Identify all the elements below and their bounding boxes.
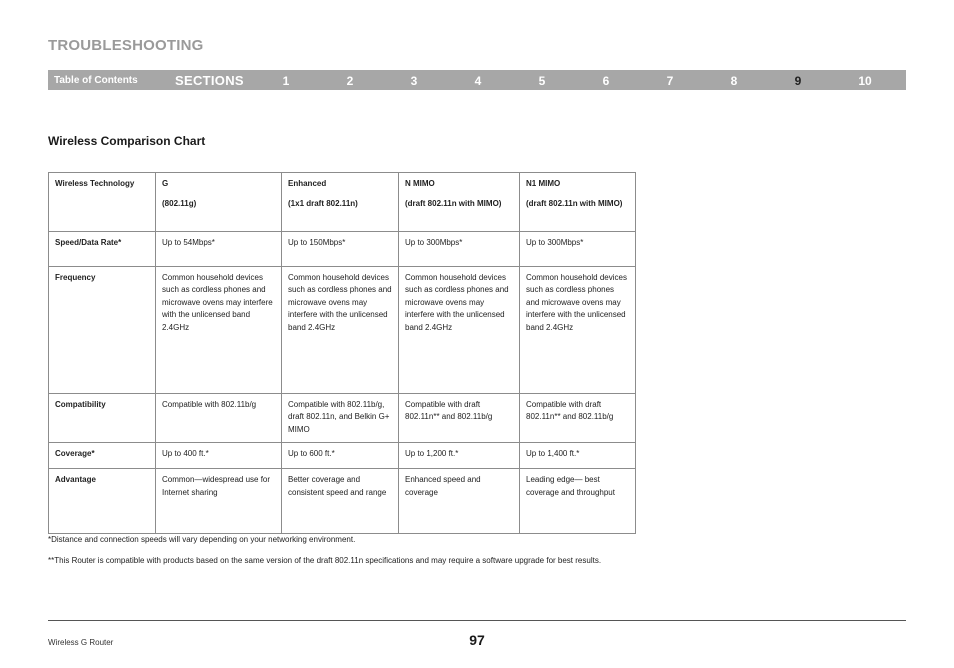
- table-cell: Up to 400 ft.*: [156, 443, 282, 469]
- table-cell: Common household devices such as cordless phones and microwave ovens may interfere with the unlicensed band 2.4GHz: [520, 267, 636, 394]
- table-cell: Compatible with draft 802.11n** and 802.11b/g: [520, 394, 636, 443]
- table-header-row: [49, 173, 636, 232]
- table-cell: Up to 300Mbps*: [520, 232, 636, 267]
- page-number: 97: [469, 632, 485, 648]
- table-of-contents-link[interactable]: Table of Contents: [54, 75, 138, 86]
- table-row: [49, 469, 636, 534]
- page-title: TROUBLESHOOTING: [48, 37, 204, 54]
- table-cell: Leading edge— best coverage and throughput: [520, 469, 636, 534]
- section-link-2[interactable]: 2: [346, 74, 354, 88]
- section-nav-bar: [48, 70, 906, 90]
- table-cell: Up to 150Mbps*: [282, 232, 399, 267]
- column-header-cell: [520, 173, 636, 232]
- section-link-10[interactable]: 10: [858, 74, 872, 88]
- row-label: Compatibility: [49, 394, 156, 443]
- table-cell: Compatible with draft 802.11n** and 802.11b/g: [399, 394, 520, 443]
- section-link-1[interactable]: 1: [282, 74, 290, 88]
- column-name: G: [162, 179, 169, 188]
- section-link-4[interactable]: 4: [474, 74, 482, 88]
- section-link-9[interactable]: 9: [794, 74, 802, 88]
- footer-product-name: Wireless G Router: [48, 638, 114, 647]
- footer-divider: [48, 620, 906, 621]
- section-link-3[interactable]: 3: [410, 74, 418, 88]
- table-row: [49, 267, 636, 394]
- row-label: Frequency: [49, 267, 156, 394]
- table-row: [49, 394, 636, 443]
- column-standard: (draft 802.11n with MIMO): [526, 199, 623, 209]
- table-row: [49, 443, 636, 469]
- section-link-7[interactable]: 7: [666, 74, 674, 88]
- table-cell: Up to 1,400 ft.*: [520, 443, 636, 469]
- row-header-cell: Wireless Technology: [49, 173, 156, 232]
- column-header-cell: [156, 173, 282, 232]
- section-link-8[interactable]: 8: [730, 74, 738, 88]
- column-header-cell: [399, 173, 520, 232]
- row-label: Advantage: [49, 469, 156, 534]
- row-label: Speed/Data Rate*: [49, 232, 156, 267]
- table-row: [49, 232, 636, 267]
- row-label: Coverage*: [49, 443, 156, 469]
- table-cell: Up to 54Mbps*: [156, 232, 282, 267]
- sections-label: SECTIONS: [175, 73, 244, 88]
- footnote-distance: *Distance and connection speeds will vary depending on your networking environment.: [48, 535, 356, 544]
- table-cell: Better coverage and consistent speed and range: [282, 469, 399, 534]
- column-standard: (802.11g): [162, 199, 197, 209]
- column-name: Enhanced: [288, 179, 327, 188]
- column-standard: (1x1 draft 802.11n): [288, 199, 358, 209]
- wireless-comparison-table: [48, 172, 636, 534]
- table-cell: Up to 300Mbps*: [399, 232, 520, 267]
- table-cell: Common household devices such as cordless phones and microwave ovens may interfere with the unlicensed band 2.4GHz: [399, 267, 520, 394]
- table-cell: Common—widespread use for Internet sharing: [156, 469, 282, 534]
- table-cell: Common household devices such as cordless phones and microwave ovens may interfere with the unlicensed band 2.4GHz: [282, 267, 399, 394]
- column-header-cell: [282, 173, 399, 232]
- table-cell: Up to 1,200 ft.*: [399, 443, 520, 469]
- table-cell: Enhanced speed and coverage: [399, 469, 520, 534]
- table-cell: Compatible with 802.11b/g: [156, 394, 282, 443]
- table-cell: Compatible with 802.11b/g, draft 802.11n, and Belkin G+ MIMO: [282, 394, 399, 443]
- table-cell: Common household devices such as cordless phones and microwave ovens may interfere with the unlicensed band 2.4GHz: [156, 267, 282, 394]
- section-link-6[interactable]: 6: [602, 74, 610, 88]
- column-name: N1 MIMO: [526, 179, 561, 188]
- section-link-5[interactable]: 5: [538, 74, 546, 88]
- footnote-compatibility: **This Router is compatible with products based on the same version of the draft 802.11n specifications and may require a software upgrade for best results.: [48, 556, 602, 565]
- section-heading: Wireless Comparison Chart: [48, 134, 206, 148]
- table-cell: Up to 600 ft.*: [282, 443, 399, 469]
- column-standard: (draft 802.11n with MIMO): [405, 199, 502, 209]
- column-name: N MIMO: [405, 179, 435, 188]
